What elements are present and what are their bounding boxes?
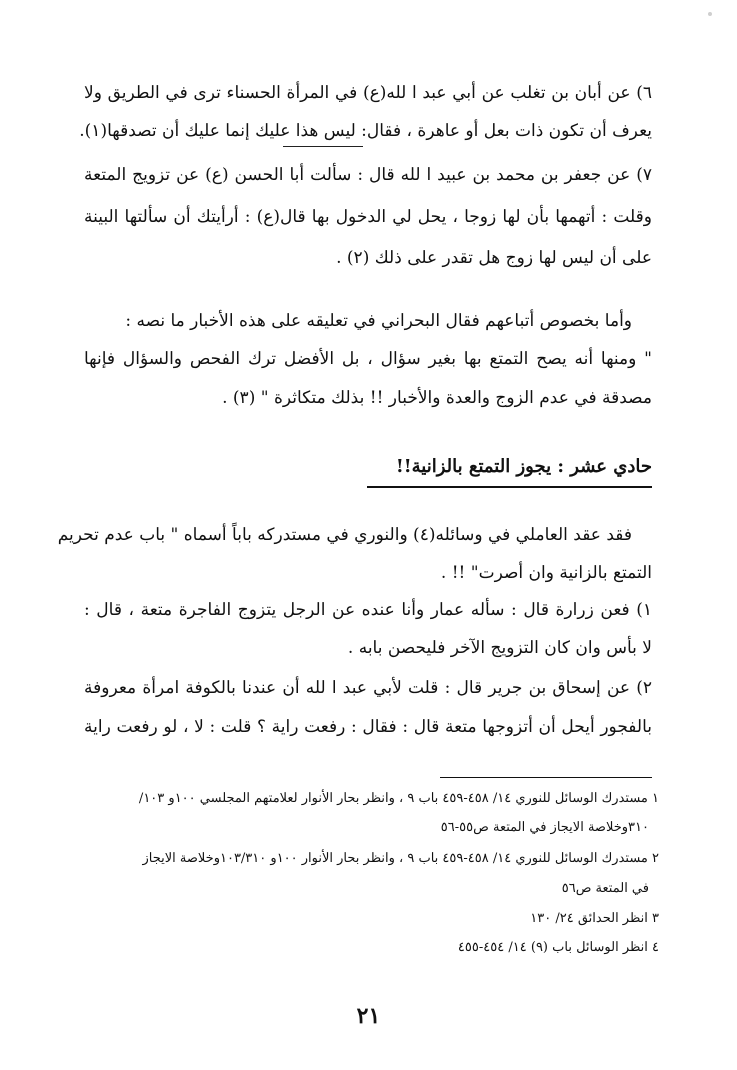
footnote-separator (440, 777, 652, 778)
section-heading-rule (367, 486, 652, 488)
page-number: ٢١ (356, 1003, 381, 1029)
narration-2-line-2: بالفجور أيحل أن أتزوجها متعة قال : فقال : رفعت راية ؟ قلت : لا ، لو رفعت راية (84, 717, 652, 737)
bahrani-quote-line-2: مصدقة في عدم الزوج والعدة والأخبار !! بذلك متكاثرة " (٣) . (222, 388, 652, 408)
narration-7-line-2: وقلت : أتهمها بأن لها زوجا ، يحل لي الدخول بها قال(ع) : أرأيتك أن سألتها البينة (84, 207, 652, 227)
narration-7-line-1: ٧) عن جعفر بن محمد بن عبيد ا لله قال : سألت أبا الحسن (ع) عن تزويج المتعة (84, 165, 652, 185)
footnote-3: ٣ انظر الحدائق ٢٤/ ١٣٠ (530, 911, 659, 926)
footnote-2-line-1: ٢ مستدرك الوسائل للنوري ١٤/ ٤٥٨-٤٥٩ باب ٩ ، وانظر بحار الأنوار ١٠٠و ١٠٣/٣١٠وخلاصة الايجاز (142, 851, 659, 866)
bahrani-quote-line-1: " ومنها أنه يصح التمتع بها بغير سؤال ، بل الأفضل ترك الفحص والسؤال فإنها (84, 349, 652, 369)
footnote-2-line-2: في المتعة ص٥٦ (561, 881, 649, 896)
narration-7-line-3: على أن ليس لها زوج هل تقدر على ذلك (٢) . (336, 248, 652, 268)
section-heading: حادي عشر : يجوز التمتع بالزانية!! (395, 456, 652, 477)
footnote-1-line-2: ٣١٠وخلاصة الايجاز في المتعة ص٥٥-٥٦ (440, 820, 649, 835)
footnote-1-line-1: ١ مستدرك الوسائل للنوري ١٤/ ٤٥٨-٤٥٩ باب ٩ ، وانظر بحار الأنوار لعلامتهم المجلسي ١٠٠و ١٠٣/ (138, 791, 659, 806)
section-intro-line-1: فقد عقد العاملي في وسائله(٤) والنوري في مستدركه باباً أسماه " باب عدم تحريم (57, 525, 632, 545)
narration-1-line-2: لا بأس وان كان التزويج الآخر فليحصن بابه . (347, 638, 652, 658)
narration-2-line-1: ٢) عن إسحاق بن جرير قال : قلت لأبي عبد ا لله أن عندنا بالكوفة امرأة معروفة (84, 678, 652, 698)
bahrani-intro-line: وأما بخصوص أتباعهم فقال البحراني في تعليقه على هذه الأخبار ما نصه : (125, 311, 632, 331)
section-intro-line-2: التمتع بالزانية وان أصرت" !! . (440, 563, 652, 583)
corner-speck (708, 12, 712, 16)
footnote-4: ٤ انظر الوسائل باب (٩) ١٤/ ٤٥٤-٤٥٥ (457, 940, 659, 955)
narration-6-line-2: يعرف أن تكون ذات بعل أو عاهرة ، فقال: ليس هذا عليك إنما عليك أن تصدقها(١). (79, 121, 652, 141)
underline-mark (283, 146, 363, 147)
narration-6-line-1: ٦) عن أبان بن تغلب عن أبي عبد ا لله(ع) في المرأة الحسناء ترى في الطريق ولا (84, 83, 652, 103)
narration-1-line-1: ١) فعن زرارة قال : سأله عمار وأنا عنده عن الرجل يتزوج الفاجرة متعة ، قال : (84, 600, 652, 620)
